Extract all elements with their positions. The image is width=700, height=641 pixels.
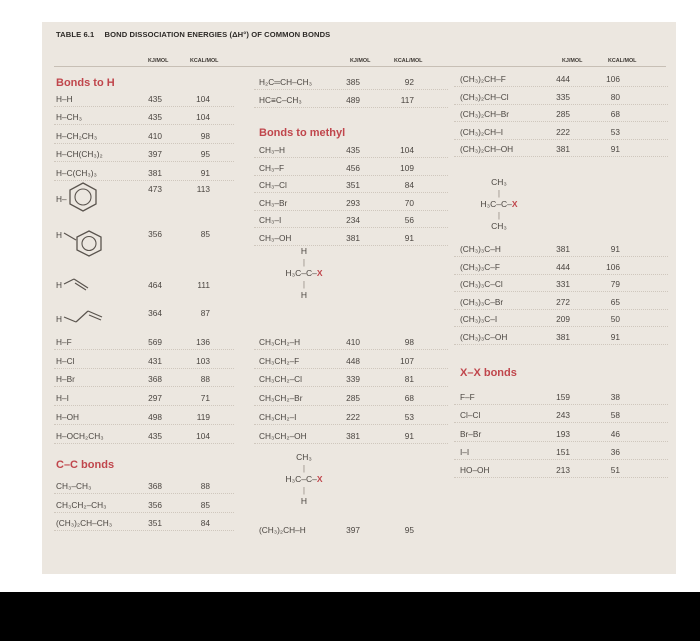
col2-methyl-kcal: 104 [400,145,414,155]
col3-xx-row-divider [454,404,668,405]
col3-xx-kj: 213 [556,465,570,476]
allyl-h-label: H [56,314,62,324]
col2-methyl-kj: 293 [346,197,360,208]
col2-ethyl-bond: CH₃CH₂–F [259,355,300,366]
ethyl-struct-mid: H₃C–C–X [285,474,323,484]
col3-tbu-kcal: 50 [610,314,620,325]
col3-iso-kcal: 53 [610,126,620,137]
col1-halide-row-divider [54,386,234,387]
col3-iso-kj: 335 [556,91,570,102]
col1-cc-kj: 351 [148,518,162,528]
col3-tbu-row-divider [454,256,668,257]
col2-top-row-divider [254,89,448,90]
col1-cc-bond: CH₃–CH₃ [56,481,92,491]
col1-halide-kj: 569 [148,337,162,347]
col2-methyl-kcal: 84 [404,180,414,191]
section-bonds-to-h: Bonds to H [56,77,115,89]
col2-kj-header: KJ/MOL [350,58,371,64]
col1-h-row-divider [54,106,234,107]
struct-x-label: X [316,268,323,278]
benzyl-kcal: 85 [200,229,210,239]
col2-top-kcal: 117 [400,94,414,105]
col2-kcal-header: KCAL/MOL [394,58,423,64]
col2-ethyl-kj: 381 [346,430,360,441]
photo-dark-edge [0,592,700,641]
col3-iso-kj: 381 [556,144,570,155]
col2-methyl-row-divider [254,157,448,158]
col1-halide-kcal: 119 [196,411,210,422]
col2-methyl-row-divider [254,210,448,211]
col2-methyl-kj: 456 [346,162,360,173]
col1-h-row-divider [54,180,234,181]
col1-h-kcal: 104 [196,94,210,104]
col2-methyl-bond: CH₃–H [259,145,285,155]
col3-xx-kcal: 38 [610,392,620,402]
col1-halide-bond: H–OCH₂CH₃ [56,430,104,441]
vinyl-kj: 464 [148,280,162,290]
col3-iso-bond: (CH₃)₂CH–F [460,74,506,84]
col2-ethyl-bond: CH₃CH₂–Cl [259,374,303,385]
col3-xx-kcal: 51 [610,465,620,476]
struct-x-label: X [511,199,518,209]
col3-iso-row-divider [454,86,668,87]
col1-cc-row-divider [54,493,234,494]
col2-methyl-row-divider [254,245,448,246]
col1-halide-kcal: 103 [196,355,210,366]
col2-methyl-kcal: 91 [404,233,414,243]
col2-ethyl-kcal: 81 [404,374,414,385]
col1-h-kcal: 98 [200,130,210,141]
phenyl-kcal: 113 [196,184,210,194]
col3-kcal-header: KCAL/MOL [608,58,637,64]
isopropyl-h-kcal: 95 [404,525,414,535]
header-rule [54,66,666,67]
col3-xx-row-divider [454,477,668,478]
col3-xx-kcal: 46 [610,428,620,439]
col3-xx-bond: Cl–Cl [460,410,481,421]
col3-tbu-row-divider [454,291,668,292]
col3-kj-header: KJ/MOL [562,58,583,64]
col1-h-row-divider [54,143,234,144]
col3-iso-bond: (CH₃)₂CH–OH [460,144,514,155]
col2-top-kj: 489 [346,94,360,105]
col3-tbu-bond: (CH₃)₃C–I [460,314,498,325]
col1-halide-kcal: 71 [200,393,210,404]
col3-xx-kj: 159 [556,392,570,402]
col3-tbu-bond: (CH₃)₃C–Br [460,296,504,307]
col3-iso-row-divider [454,156,668,157]
col3-xx-kj: 243 [556,410,570,421]
col1-h-kcal: 95 [200,149,210,160]
col1-halide-bond: H–Cl [56,355,75,366]
col3-iso-kcal: 91 [610,144,620,155]
col2-methyl-bond: CH₃–Cl [259,180,287,191]
col2-methyl-row-divider [254,192,448,193]
col3-tbu-kcal: 91 [610,332,620,342]
col3-tbu-kcal: 106 [606,261,620,272]
ethyl-struct-bot: H [300,496,308,506]
col1-h-kj: 410 [148,130,162,141]
col3-xx-bond: Br–Br [460,428,482,439]
col1-halide-kcal: 104 [196,430,210,441]
col3-tbu-bond: (CH₃)₃C–F [460,261,500,272]
col1-halide-kj: 297 [148,393,162,404]
struct-x-label: X [316,474,323,484]
textbook-page [42,22,676,574]
col1-h-kcal: 91 [200,167,210,178]
col1-halide-kcal: 136 [196,337,210,347]
col3-iso-row-divider [454,104,668,105]
methyl-struct-bot: H [300,290,308,300]
methyl-struct-top: H [300,246,308,256]
vinyl-h-label: H [56,280,62,290]
col1-halide-kj: 498 [148,411,162,422]
col3-xx-bond: HO–OH [460,465,490,476]
col1-h-bond: H–CH₂CH₃ [56,130,98,141]
col1-halide-kj: 431 [148,355,162,366]
col2-ethyl-kcal: 68 [404,393,414,404]
col1-cc-kcal: 88 [200,481,210,491]
section-cc-bonds: C–C bonds [56,459,115,471]
col3-tbu-bond: (CH₃)₃C–H [460,244,501,254]
col1-halide-bond: H–Br [56,374,75,385]
methyl-x-structure [264,246,344,301]
col3-tbu-kj: 272 [556,296,570,307]
col3-tbu-row-divider [454,326,668,327]
col2-methyl-row-divider [254,175,448,176]
col3-iso-kcal: 68 [610,109,620,120]
col1-halide-kj: 435 [148,430,162,441]
benzyl-kj: 356 [148,229,162,239]
col1-halide-row-divider [54,424,234,425]
col3-iso-kcal: 80 [610,91,620,102]
col3-xx-kcal: 58 [610,410,620,421]
col2-methyl-bond: CH₃–Br [259,197,288,208]
col3-xx-bond: I–I [460,446,470,457]
col3-iso-bond: (CH₃)₂CH–I [460,126,504,137]
col3-iso-bond: (CH₃)₂CH–Cl [460,91,509,102]
col2-top-bond: H₂C═CH–CH₃ [259,77,313,87]
col2-methyl-kj: 234 [346,215,360,226]
col2-ethyl-kj: 285 [346,393,360,404]
col3-tbu-kcal: 79 [610,279,620,290]
ethyl-struct-top: CH₃ [296,452,312,462]
allyl-kcal: 87 [200,308,210,318]
col2-ethyl-kj: 448 [346,355,360,366]
col1-halide-row-divider [54,443,234,444]
col3-tbu-kj: 381 [556,332,570,342]
col2-methyl-kcal: 109 [400,162,414,173]
col2-ethyl-kj: 339 [346,374,360,385]
col1-cc-row-divider [54,512,234,513]
col2-ethyl-kcal: 98 [404,337,414,347]
col1-halide-kcal: 88 [200,374,210,385]
ethyl-x-structure [264,452,344,507]
col2-methyl-bond: CH₃–I [259,215,282,226]
col2-ethyl-kcal: 107 [400,355,414,366]
isopropyl-h-bond: (CH₃)₂CH–H [259,525,306,535]
col1-halide-row-divider [54,405,234,406]
col2-ethyl-kcal: 53 [404,411,414,422]
col2-ethyl-bond: CH₃CH₂–I [259,411,297,422]
methyl-struct-bond-down: | [302,279,306,289]
col3-xx-kcal: 36 [610,446,620,457]
tbutyl-struct-bond-up: | [497,188,501,198]
col2-methyl-kcal: 56 [404,215,414,226]
col3-xx-kj: 193 [556,428,570,439]
col3-iso-row-divider [454,139,668,140]
col1-halide-bond: H–F [56,337,72,347]
col3-iso-kj: 222 [556,126,570,137]
vinyl-kcal: 111 [197,280,210,290]
col1-h-bond: H–C(CH₃)₃ [56,167,97,178]
col2-top-kj: 385 [346,77,360,87]
col1-cc-kcal: 84 [200,518,210,528]
col3-tbu-kcal: 65 [610,296,620,307]
col3-iso-kj: 285 [556,109,570,120]
col2-ethyl-row-divider [254,443,448,444]
col3-iso-kcal: 106 [606,74,620,84]
table-label: TABLE 6.1 [56,30,95,39]
table-caption [56,30,330,39]
col3-tbu-kcal: 91 [610,244,620,254]
col2-methyl-kj: 381 [346,233,360,243]
col1-kj-header: KJ/MOL [148,58,169,64]
section-xx-bonds: X–X bonds [460,367,517,379]
tbutyl-x-structure [454,177,544,232]
benzyl-h-label: H [56,230,62,240]
col1-h-row-divider [54,161,234,162]
col1-halide-kj: 368 [148,374,162,385]
tbutyl-struct-mid: H₃C–C–X [480,199,518,209]
vinyl-structure-icon [62,274,92,294]
col3-tbu-bond: (CH₃)₃C–OH [460,332,508,342]
col1-h-bond: H–CH₃ [56,112,82,123]
section-bonds-to-methyl: Bonds to methyl [259,127,346,139]
col3-tbu-row-divider [454,344,668,345]
allyl-structure-icon [62,303,106,327]
col2-ethyl-bond: CH₃CH₂–H [259,337,301,347]
col2-ethyl-bond: CH₃CH₂–OH [259,430,307,441]
top-margin [0,0,700,10]
col3-xx-row-divider [454,422,668,423]
col1-h-bond: H–CH(CH₃)₂ [56,149,103,160]
table-title: BOND DISSOCIATION ENERGIES (ΔH°) OF COMMON BONDS [104,30,331,39]
col2-methyl-bond: CH₃–F [259,162,285,173]
col2-methyl-bond: CH₃–OH [259,233,292,243]
col1-h-kj: 397 [148,149,162,160]
col1-halide-bond: H–I [56,393,69,404]
col1-h-kcal: 104 [196,112,210,123]
col1-halide-bond: H–OH [56,411,80,422]
col3-iso-row-divider [454,121,668,122]
col2-methyl-row-divider [254,227,448,228]
tbutyl-struct-bot: CH₃ [491,221,507,231]
col2-ethyl-kcal: 91 [404,430,414,441]
col3-iso-kj: 444 [556,74,570,84]
col3-tbu-row-divider [454,309,668,310]
col2-methyl-kj: 351 [346,180,360,191]
col2-ethyl-row-divider [254,349,448,350]
col3-tbu-kj: 209 [556,314,570,325]
col3-tbu-kj: 381 [556,244,570,254]
col2-ethyl-kj: 410 [346,337,360,347]
col2-methyl-kcal: 70 [404,197,414,208]
col1-cc-bond: (CH₃)₂CH–CH₃ [56,518,113,528]
col3-xx-bond: F–F [460,392,475,402]
tbutyl-struct-top: CH₃ [491,177,507,187]
col1-h-kj: 381 [148,167,162,178]
col1-kcal-header: KCAL/MOL [190,58,219,64]
col1-halide-row-divider [54,368,234,369]
col2-methyl-kj: 435 [346,145,360,155]
col2-ethyl-row-divider [254,386,448,387]
methyl-struct-mid: H₃C–C–X [285,268,323,278]
col1-halide-row-divider [54,349,234,350]
col1-cc-kj: 368 [148,481,162,491]
phenyl-kj: 473 [148,184,162,194]
col1-cc-kcal: 85 [200,499,210,510]
col3-tbu-kj: 444 [556,261,570,272]
phenyl-h-label: H– [56,194,67,204]
col3-xx-row-divider [454,459,668,460]
col2-top-bond: HC≡C–CH₃ [259,94,302,105]
benzyl-structure-icon [60,228,116,258]
col3-tbu-kj: 331 [556,279,570,290]
col2-ethyl-kj: 222 [346,411,360,422]
col2-ethyl-row-divider [254,368,448,369]
methyl-struct-bond-up: | [302,257,306,267]
col1-cc-kj: 356 [148,499,162,510]
col1-cc-bond: CH₃CH₂–CH₃ [56,499,107,510]
col2-top-kcal: 92 [404,77,414,87]
col3-xx-kj: 151 [556,446,570,457]
col1-h-bond: H–H [56,94,73,104]
col3-tbu-row-divider [454,274,668,275]
col1-h-kj: 435 [148,112,162,123]
col2-ethyl-row-divider [254,424,448,425]
col1-h-row-divider [54,124,234,125]
tbutyl-struct-bond-down: | [497,210,501,220]
ethyl-struct-bond-up: | [302,463,306,473]
allyl-kj: 364 [148,308,162,318]
col2-top-row-divider [254,107,448,108]
col3-tbu-bond: (CH₃)₃C–Cl [460,279,503,290]
col2-ethyl-bond: CH₃CH₂–Br [259,393,303,404]
col3-xx-row-divider [454,441,668,442]
col3-iso-bond: (CH₃)₂CH–Br [460,109,510,120]
col1-h-kj: 435 [148,94,162,104]
isopropyl-h-kj: 397 [346,525,360,535]
ethyl-struct-bond-down: | [302,485,306,495]
phenyl-ring-icon [65,180,101,214]
col1-cc-row-divider [54,530,234,531]
col2-ethyl-row-divider [254,405,448,406]
